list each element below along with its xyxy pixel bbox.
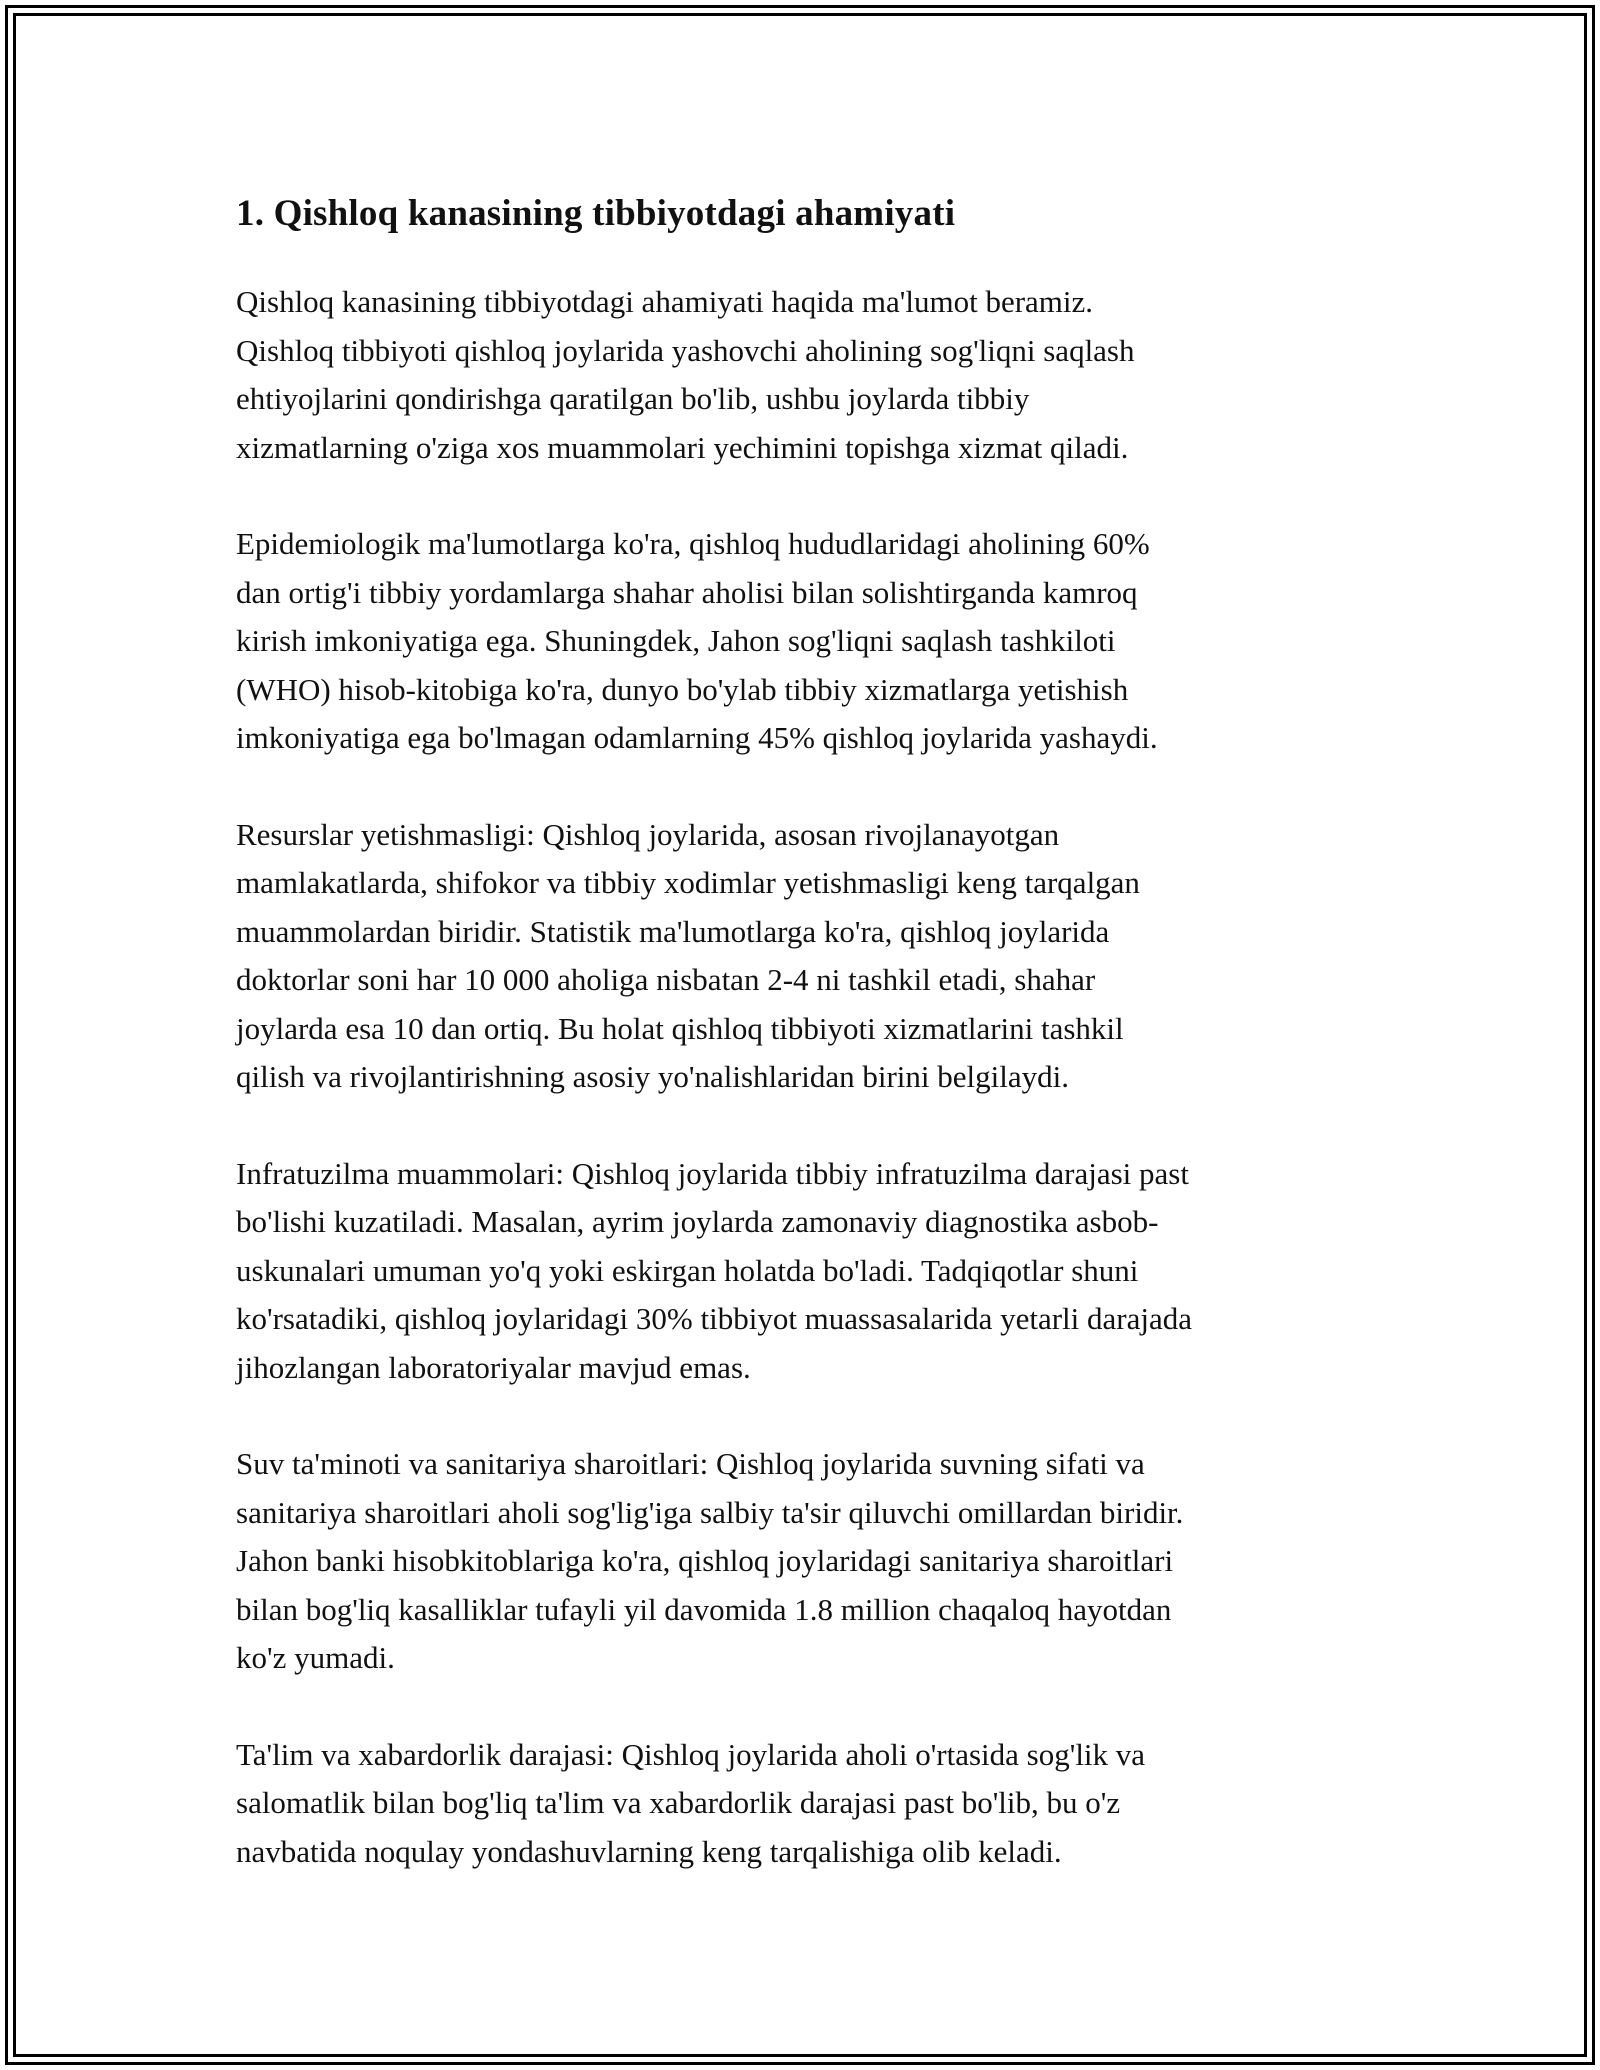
text-line: Qishloq kanasining tibbiyotdagi ahamiyati haqida ma'lumot beramiz. [236,284,1094,319]
document-content [236,182,1376,1924]
text-line: bilan bog'liq kasalliklar tufayli yil davomida 1.8 million chaqaloq hayotdan [236,1591,1172,1627]
text-line: Jahon banki hisobkitoblariga ko'ra, qishloq joylaridagi sanitariya sharoitlari [236,1543,1174,1578]
paragraph-infrastructure [236,1150,1376,1393]
paragraph-epidemiology [236,520,1376,763]
text-line: Resurslar yetishmasligi: Qishloq joylarida, asosan rivojlanayotgan [236,816,1060,852]
text-line: salomatlik bilan bog'liq ta'lim va xabardorlik darajasi past bo'lib, bu o'z [236,1785,1121,1820]
paragraph-resources [236,811,1376,1102]
text-line: kirish imkoniyatiga ega. Shuningdek, Jahon sog'liqni saqlash tashkiloti [236,623,1116,658]
text-line: xizmatlarning o'ziga xos muammolari yechimini topishga xizmat qiladi. [236,429,1129,465]
text-line: Ta'lim va xabardorlik darajasi: Qishloq joylarida aholi o'rtasida sog'lik va [236,1736,1146,1772]
paragraph-water-sanitation [236,1440,1376,1683]
text-line: (WHO) hisob-kitobiga ko'ra, dunyo bo'ylab tibbiy xizmatlarga yetishish [236,671,1129,707]
text-line: uskunalari umuman yo'q yoki eskirgan holatda bo'ladi. Tadqiqotlar shuni [236,1252,1139,1288]
text-line: mamlakatlarda, shifokor va tibbiy xodimlar yetishmasligi keng tarqalgan [236,865,1140,900]
text-line: Qishloq tibbiyoti qishloq joylarida yashovchi aholining sog'liqni saqlash [236,332,1135,368]
text-line: navbatida noqulay yondashuvlarning keng tarqalishiga olib keladi. [236,1833,1062,1869]
page-title: 1. Qishloq kanasining tibbiyotdagi ahamiyati [236,193,956,234]
text-line: Infratuzilma muammolari: Qishloq joylarida tibbiy infratuzilma darajasi past [236,1155,1189,1191]
text-line: jihozlangan laboratoriyalar mavjud emas. [236,1349,751,1385]
paragraph-intro [236,278,1376,472]
text-line: doktorlar soni har 10 000 aholiga nisbatan 2-4 ni tashkil etadi, shahar [236,962,1096,997]
text-line: bo'lishi kuzatiladi. Masalan, ayrim joylarda zamonaviy diagnostika asbob- [236,1204,1159,1239]
text-line: muammolardan biridir. Statistik ma'lumotlarga ko'ra, qishloq joylarida [236,913,1110,949]
text-line: dan ortig'i tibbiy yordamlarga shahar aholisi bilan solishtirganda kamroq [236,574,1138,610]
text-line: qilish va rivojlantirishning asosiy yo'nalishlaridan birini belgilaydi. [236,1059,1070,1094]
text-line: joylarda esa 10 dan ortiq. Bu holat qishloq tibbiyoti xizmatlarini tashkil [236,1010,1124,1046]
text-line: Epidemiologik ma'lumotlarga ko'ra, qishloq hududlaridagi aholining 60% [236,526,1150,561]
text-line: ehtiyojlarini qondirishga qaratilgan bo'lib, ushbu joylarda tibbiy [236,381,1030,416]
text-line: sanitariya sharoitlari aholi sog'lig'iga salbiy ta'sir qiluvchi omillardan biridir. [236,1494,1184,1530]
text-line: imkoniyatiga ega bo'lmagan odamlarning 45% qishloq joylarida yashaydi. [236,720,1158,755]
text-line: ko'z yumadi. [236,1640,395,1675]
paragraph-education [236,1731,1376,1877]
text-line: Suv ta'minoti va sanitariya sharoitlari: Qishloq joylarida suvning sifati va [236,1446,1145,1481]
text-line: ko'rsatadiki, qishloq joylaridagi 30% tibbiyot muassasalarida yetarli darajada [236,1301,1192,1336]
